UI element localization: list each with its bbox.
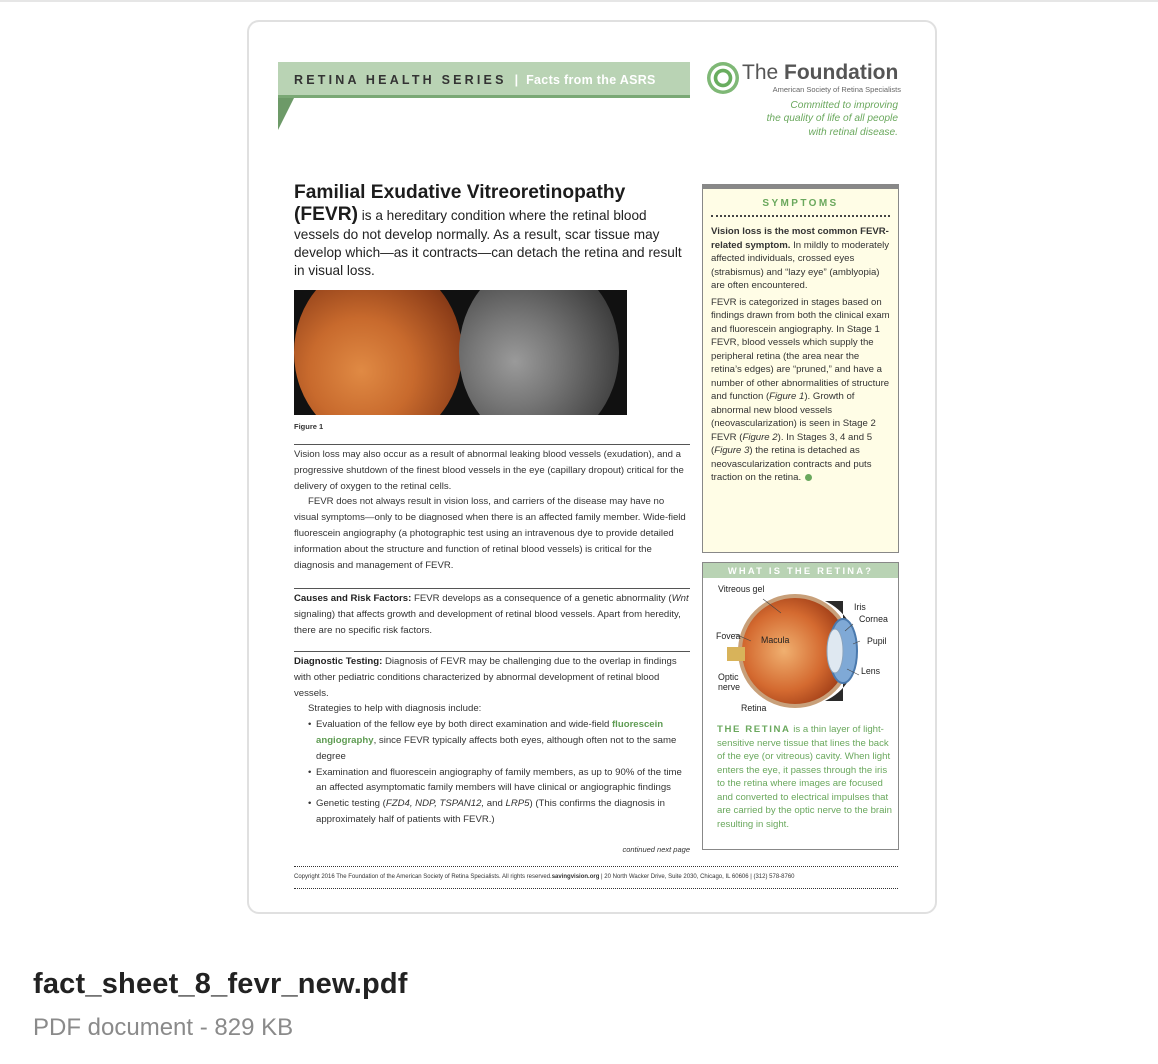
divider <box>294 588 690 589</box>
series-banner <box>278 62 690 98</box>
window-top-border <box>0 0 1158 2</box>
banner-separator: | <box>514 73 519 87</box>
symptoms-title: SYMPTOMS <box>762 198 839 209</box>
continued-note: continued next page <box>622 845 690 854</box>
headline: Familial Exudative Vitreoretinopathy <box>294 182 626 203</box>
figure-caption: Figure 1 <box>294 422 324 431</box>
file-name: fact_sheet_8_fevr_new.pdf <box>33 968 408 1000</box>
divider <box>294 444 690 445</box>
label-fovea: Fovea <box>716 631 741 641</box>
tagline: Committed to improving the quality of life of all people with retinal disease. <box>766 100 898 138</box>
list-item: • Genetic testing (FZD4, NDP, TSPAN12, and LRP5) (This confirms the diagnosis in approximately half of patients with FEVR.) <box>308 796 690 828</box>
foundation-logo <box>707 62 901 98</box>
headline-abbrev: (FEVR) <box>294 204 358 225</box>
section-causes: Causes and Risk Factors: FEVR develops as a consequence of a genetic abnormality (Wnt signaling) that affects growth and development of retinal blood vessels. Apart from heredity, there are no specific risk factors. <box>294 593 689 636</box>
angiography-photo <box>459 290 619 415</box>
label-cornea: Cornea <box>859 614 888 624</box>
eye-illustration <box>703 579 900 719</box>
footer-copyright: Copyright 2016 The Foundation of the American Society of Retina Specialists. All rights reserved.savingvision.org | 20 North Wacker Drive, Suite 2030, Chicago, IL 60606 | (312) 578-8760 <box>294 874 795 880</box>
symptoms-box <box>702 184 899 553</box>
pdf-preview-card[interactable] <box>247 20 937 914</box>
strategies-list <box>308 717 690 828</box>
end-dot-icon <box>805 474 812 481</box>
label-retina: Retina <box>741 703 767 713</box>
fluorescein-link[interactable]: fluorescein angiography <box>316 719 664 746</box>
label-pupil: Pupil <box>867 636 887 646</box>
fundus-photo <box>294 290 462 415</box>
list-item: • Examination and fluorescein angiography of family members, as up to 90% of the time an affected asymptomatic family members will have clinical or angiographic findings <box>308 765 690 797</box>
label-vitreous: Vitreous gel <box>718 584 765 594</box>
logo-org: American Society of Retina Specialists <box>772 85 901 94</box>
lead-text: is a hereditary condition where the retinal blood vessels do not develop normally. As a result, scar tissue may develop which—as it contracts—can detach the retina and result in visual loss. <box>294 208 682 278</box>
footer-dotted-rule <box>294 888 898 889</box>
label-iris: Iris <box>854 602 866 612</box>
label-optic: Optic <box>718 672 739 682</box>
series-subtitle: Facts from the ASRS <box>526 73 656 87</box>
section-intro: Vision loss may also occur as a result of abnormal leaking blood vessels (exudation), and a progressive shutdown of the finest blood vessels in the eye (capillary dropout) critical for the delivery of oxygen to the retinal cells. FEVR does not always result in vision loss, and carriers of the disease may have no visual symptoms—only to be diagnosed when there is an affected family member. Wide-field fluorescein angiography (a photographic test using an intravenous dye to provide detailed information about the structure and function of retinal blood vessels) is critical for the diagnosis and management of FEVR. <box>294 449 686 571</box>
foundation-logo-icon <box>707 62 739 94</box>
retina-box-title: WHAT IS THE RETINA? <box>703 563 898 578</box>
label-macula: Macula <box>761 635 790 645</box>
eye-diagram <box>703 579 900 719</box>
file-meta: PDF document - 829 KB <box>33 1014 294 1041</box>
symptoms-text: Vision loss is the most common FEVR-related symptom. In mildly to moderately affected individuals, crossed eyes (strabismus) and “lazy eye” (amblyopia) are often encountered. FEVR is categorized in stages based on findings drawn from both the clinical exam and fluorescein angiography. In Stage 1 FEVR, blood vessels which supply the peripheral retina (the area near the retina’s edges) are “pruned,” and have a number of other abnormalities of structure and function (Figure 1). Growth of abnormal new blood vessels (neovascularization) is seen in Stage 2 FEVR (Figure 2). In Stages 3, 4 and 5 (Figure 3) the retina is detached as neovascularization contracts and puts traction on the retina. <box>711 226 890 483</box>
list-item: • Evaluation of the fellow eye by both direct examination and wide-field fluorescein angiography, since FEVR typically affects both eyes, although often not to the same degree <box>308 717 690 764</box>
figure-1-image <box>294 290 627 415</box>
footer-dotted-rule <box>294 866 898 867</box>
retina-description: THE RETINA is a thin layer of light-sensitive nerve tissue that lines the back of the eye (or vitreous) cavity. When light enters the eye, it passes through the iris to the retina where images are focused and converted to electrical impulses that are carried by the optic nerve to the brain resulting in sight. <box>717 724 892 830</box>
lead-paragraph <box>294 182 690 280</box>
label-lens: Lens <box>861 666 881 676</box>
retina-box <box>702 562 899 850</box>
divider <box>294 651 690 652</box>
series-title: RETINA HEALTH SERIES <box>294 73 507 87</box>
label-nerve: nerve <box>718 682 741 692</box>
logo-name: The Foundation <box>742 61 899 84</box>
section-diagnostic: Diagnostic Testing: Diagnosis of FEVR may be challenging due to the overlap in findings with other pediatric conditions characterized by abnormal development of retinal blood vessels. Strategies to help with diagnosis include: • Evaluation of the fellow eye by both direct examination and wide-field fluorescein angiography, since FEVR typically affects both eyes, although often not to the same degree • Examination and fluorescein angiography of family members, as up to 90% of the time an affected asymptomatic family members will have clinical or angiographic findings • Genetic testing (FZD4, NDP, TSPAN12, and LRP5) (This confirms the diagnosis in approximately half of patients with FEVR.) <box>294 654 690 828</box>
banner-flap <box>278 98 294 130</box>
